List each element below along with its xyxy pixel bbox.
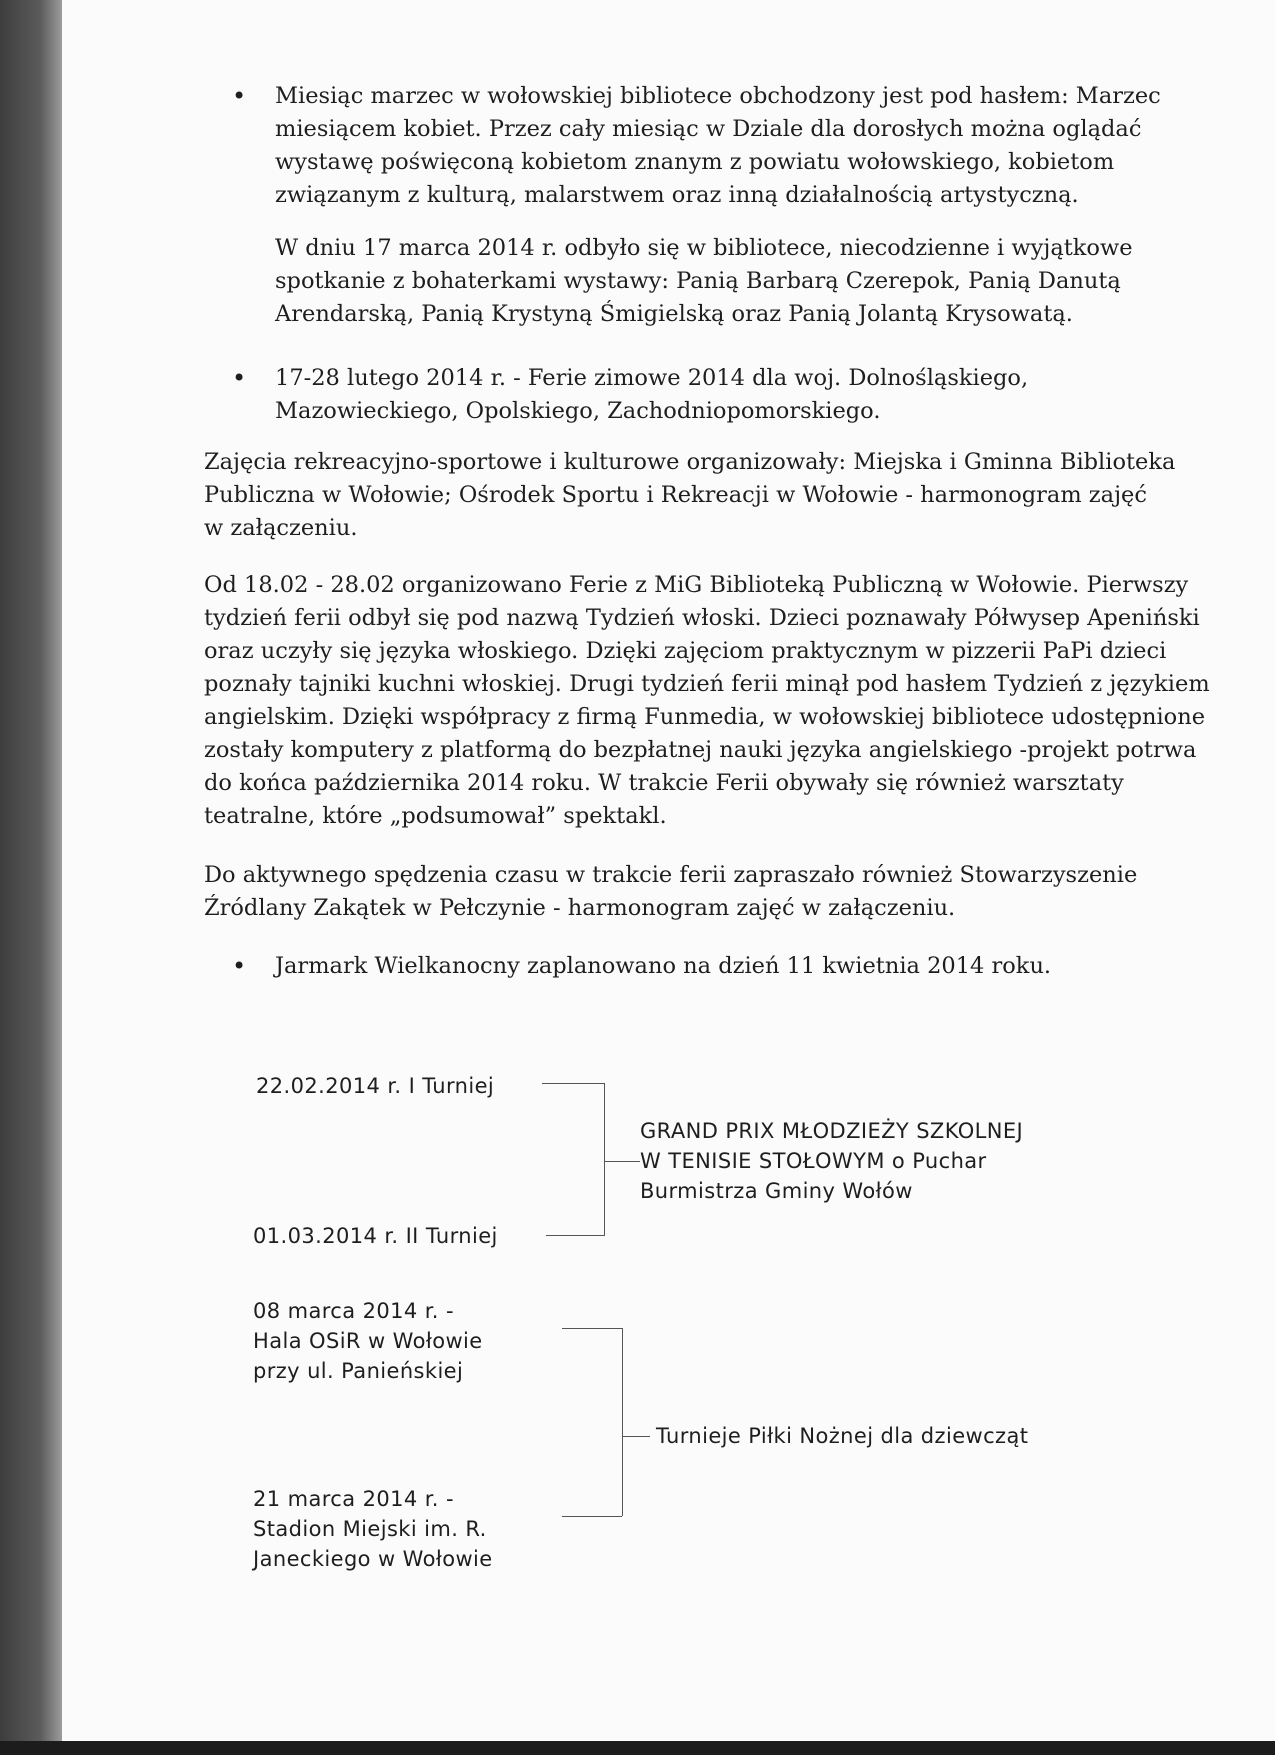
tournament-title-line: W TENISIE STOŁOWYM o Puchar <box>640 1149 987 1173</box>
bracket-line-vertical <box>622 1328 623 1516</box>
text-line: 21 marca 2014 r. - <box>253 1487 454 1511</box>
text-line: przy ul. Panieńskiej <box>253 1359 464 1383</box>
text-line: 17-28 lutego 2014 r. - Ferie zimowe 2014 dla woj. Dolnośląskiego, <box>275 365 1029 391</box>
scan-shadow-bottom <box>0 1741 1275 1755</box>
text-line: W dniu 17 marca 2014 r. odbyło się w bibliotece, niecodzienne i wyjątkowe <box>275 235 1133 261</box>
text-line: 08 marca 2014 r. - <box>253 1299 454 1323</box>
text-line: Źródlany Zakątek w Pełczynie - harmonogram zajęć w załączeniu. <box>204 895 956 921</box>
text-line: Do aktywnego spędzenia czasu w trakcie ferii zapraszało również Stowarzyszenie <box>204 862 1138 888</box>
text-line: Mazowieckiego, Opolskiego, Zachodniopomorskiego. <box>275 398 881 424</box>
text-line: Publiczna w Wołowie; Ośrodek Sportu i Rekreacji w Wołowie - harmonogram zajęć <box>204 482 1147 508</box>
text-line: Zajęcia rekreacyjno-sportowe i kulturowe organizowały: Miejska i Gminna Biblioteka <box>204 449 1176 475</box>
text-line: spotkanie z bohaterkami wystawy: Panią Barbarą Czerepok, Panią Danutą <box>275 268 1121 294</box>
bullet-marker: • <box>232 952 247 980</box>
scan-shadow-left <box>0 0 62 1755</box>
text-line: teatralne, które „podsumował” spektakl. <box>204 803 667 829</box>
paragraph-spotkanie <box>275 232 1133 331</box>
text-line: Miesiąc marzec w wołowskiej bibliotece obchodzony jest pod hasłem: Marzec <box>275 83 1161 109</box>
text-line: w załączeniu. <box>204 515 358 541</box>
tournament-date-1: 22.02.2014 r. I Turniej <box>256 1074 495 1098</box>
tournament-date-2: 01.03.2014 r. II Turniej <box>253 1224 498 1248</box>
text-line: Arendarską, Panią Krystyną Śmigielską oraz Panią Jolantą Krysowatą. <box>275 301 1073 327</box>
text-line: angielskim. Dzięki współpracy z firmą Funmedia, w wołowskiej bibliotece udostępnione <box>204 704 1206 730</box>
football-title: Turnieje Piłki Nożnej dla dziewcząt <box>656 1424 1029 1448</box>
text-line: tydzień ferii odbył się pod nazwą Tydzień włoski. Dzieci poznawały Półwysep Apeniński <box>204 605 1200 631</box>
bullet-text-marzec <box>275 80 1161 212</box>
bracket-line-top <box>562 1328 622 1329</box>
tournament-title-line: GRAND PRIX MŁODZIEŻY SZKOLNEJ <box>640 1119 1024 1143</box>
bracket-line-connector <box>622 1436 650 1437</box>
text-line: miesiącem kobiet. Przez cały miesiąc w Dziale dla dorosłych można oglądać <box>275 116 1142 142</box>
bracket-line-connector <box>604 1161 640 1162</box>
bracket-line-top <box>542 1083 604 1084</box>
text-line: wystawę poświęconą kobietom znanym z powiatu wołowskiego, kobietom <box>275 149 1115 175</box>
text-line: Jarmark Wielkanocny zaplanowano na dzień 11 kwietnia 2014 roku. <box>275 953 1052 979</box>
document-page <box>62 0 1275 1741</box>
text-line: Od 18.02 - 28.02 organizowano Ferie z MiG Biblioteką Publiczną w Wołowie. Pierwszy <box>204 572 1189 598</box>
bracket-line-vertical <box>604 1083 605 1236</box>
bracket-line-bottom <box>562 1516 622 1517</box>
paragraph-zajecia <box>204 446 1175 545</box>
text-line: Stadion Miejski im. R. <box>253 1517 487 1541</box>
text-line: poznały tajniki kuchni włoskiej. Drugi tydzień ferii minął pod hasłem Tydzień z językiem <box>204 671 1210 697</box>
tournament-title <box>640 1116 1023 1206</box>
text-line: do końca października 2014 roku. W trakcie Ferii obywały się również warsztaty <box>204 770 1124 796</box>
bullet-text-jarmark <box>275 950 1051 983</box>
paragraph-ferie <box>204 569 1210 833</box>
text-line: Hala OSiR w Wołowie <box>253 1329 483 1353</box>
text-line: związanym z kulturą, malarstwem oraz inną działalnością artystyczną. <box>275 182 1079 208</box>
bullet-text-ferie-zimowe <box>275 362 1028 428</box>
text-line: Janeckiego w Wołowie <box>253 1547 493 1571</box>
tournament-title-line: Burmistrza Gminy Wołów <box>640 1179 913 1203</box>
text-line: oraz uczyły się języka włoskiego. Dzięki zajęciom praktycznym w pizzerii PaPi dzieci <box>204 638 1167 664</box>
text-line: zostały komputery z platformą do bezpłatnej nauki języka angielskiego -projekt potrwa <box>204 737 1197 763</box>
bullet-marker: • <box>232 82 247 110</box>
football-event-1 <box>253 1296 483 1386</box>
bullet-marker: • <box>232 364 247 392</box>
bracket-line-bottom <box>546 1235 604 1236</box>
paragraph-zrodlany <box>204 859 1137 925</box>
football-event-2 <box>253 1484 493 1574</box>
